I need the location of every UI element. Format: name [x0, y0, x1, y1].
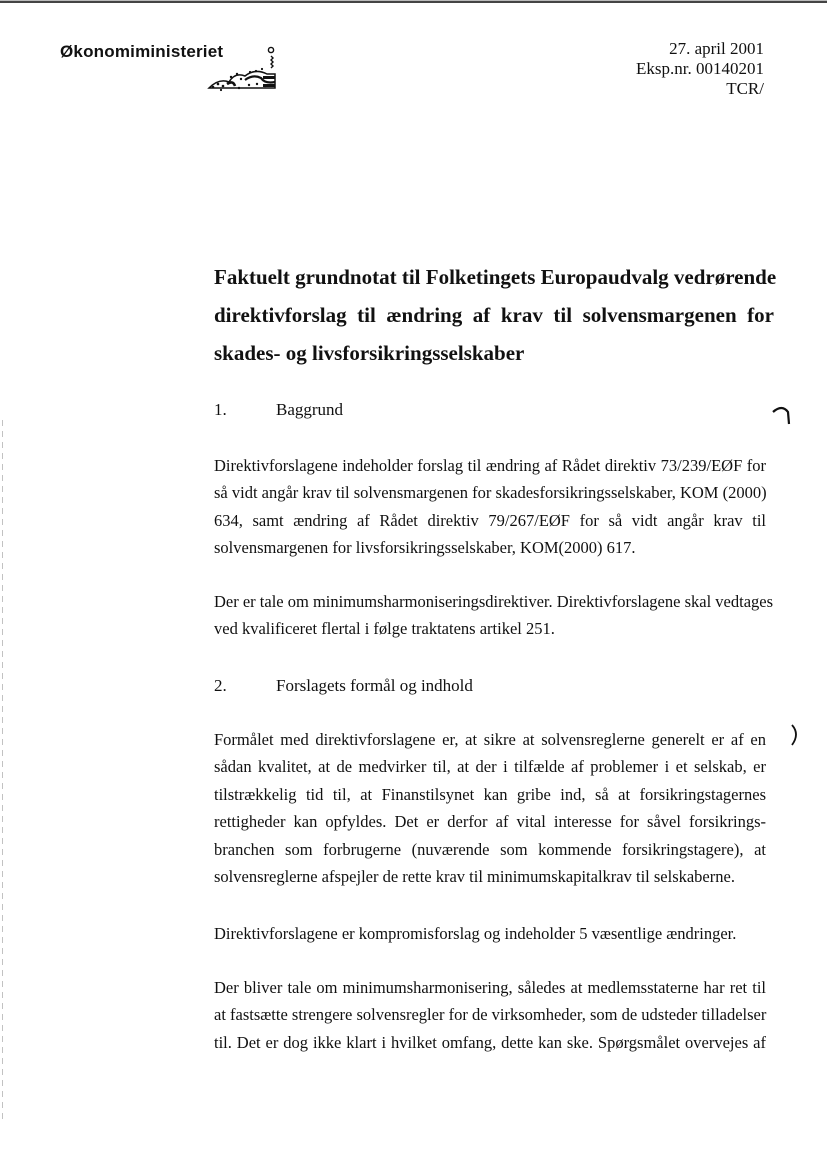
ministry-logo-icon	[205, 44, 285, 94]
paragraph	[214, 974, 766, 1056]
title-line: direktivforslag til ændring af krav til solvensmargenen for	[214, 303, 774, 327]
title-line: Faktuelt grundnotat til Folketingets Europaudvalg vedrørende	[214, 265, 777, 289]
text-line: 634, samt ændring af Rådet direktiv 79/267/EØF for så vidt angår krav til	[214, 510, 766, 530]
text-line: så vidt angår krav til solvensmargenen for skadesforsikringsselskaber, KOM (2000)	[214, 483, 767, 503]
document-title	[214, 258, 777, 372]
text-line: rettigheder kan opfyldes. Det er derfor af vital interesse for såvel forsikrings-	[214, 812, 766, 832]
section-title: Baggrund	[276, 400, 344, 419]
text-line: branchen som forbrugerne (nuværende som kommende forsikringstagere), at	[214, 839, 766, 859]
text-line: Der bliver tale om minimumsharmonisering, således at medlemsstaterne har ret til	[214, 978, 766, 997]
text-line: solvensreglerne afspejler de rette krav til minimumskapitalkrav til selskaberne.	[214, 867, 735, 887]
scan-edge-mark	[2, 420, 3, 1120]
section-number: 1.	[214, 400, 227, 419]
section-title: Forslagets formål og indhold	[276, 676, 473, 695]
ministry-name: Økonomiministeriet	[60, 42, 224, 61]
text-line: Direktivforslagene indeholder forslag til ændring af Rådet direktiv 73/239/EØF for	[214, 456, 766, 475]
top-scan-rule	[0, 0, 827, 4]
paragraph	[214, 588, 774, 643]
text-line: Formålet med direktivforslagene er, at sikre at solvensreglerne generelt er af en	[214, 730, 766, 749]
text-line: solvensmargenen for livsforsikringsselskaber, KOM(2000) 617.	[214, 538, 636, 558]
margin-mark-icon	[770, 402, 794, 428]
text-line: at fastsætte strengere solvensregler for de virksomheder, som de udsteder tilladelser	[214, 1005, 767, 1025]
document-meta	[636, 39, 764, 99]
section-heading-formaal	[214, 676, 473, 696]
paragraph	[214, 452, 766, 562]
section-heading-baggrund	[214, 400, 343, 420]
text-line: til. Det er dog ikke klart i hvilket omfang, dette kan ske. Spørgsmålet overvejes af	[214, 1032, 766, 1052]
text-line: Der er tale om minimumsharmoniseringsdirektiver. Direktivforslagene skal vedtages	[214, 592, 774, 611]
case-number: Eksp.nr. 00140201	[636, 59, 764, 78]
title-line: skades- og livsforsikringsselskaber	[214, 341, 525, 365]
text-line: ved kvalificeret flertal i følge traktatens artikel 251.	[214, 619, 555, 639]
text-line: tilstrækkelig tid til, at Finanstilsynet kan gribe ind, så at forsikringstagernes	[214, 784, 766, 804]
author-initials: TCR/	[726, 79, 764, 98]
document-date: 27. april 2001	[669, 39, 764, 58]
paragraph	[214, 726, 766, 890]
paragraph	[214, 920, 766, 947]
text-line: Direktivforslagene er kompromisforslag og indeholder 5 væsentlige ændringer.	[214, 924, 737, 943]
margin-mark-icon	[788, 722, 804, 748]
text-line: sådan kvalitet, at de medvirker til, at der i tilfælde af problemer i et selskab, er	[214, 757, 766, 777]
section-number: 2.	[214, 676, 227, 695]
